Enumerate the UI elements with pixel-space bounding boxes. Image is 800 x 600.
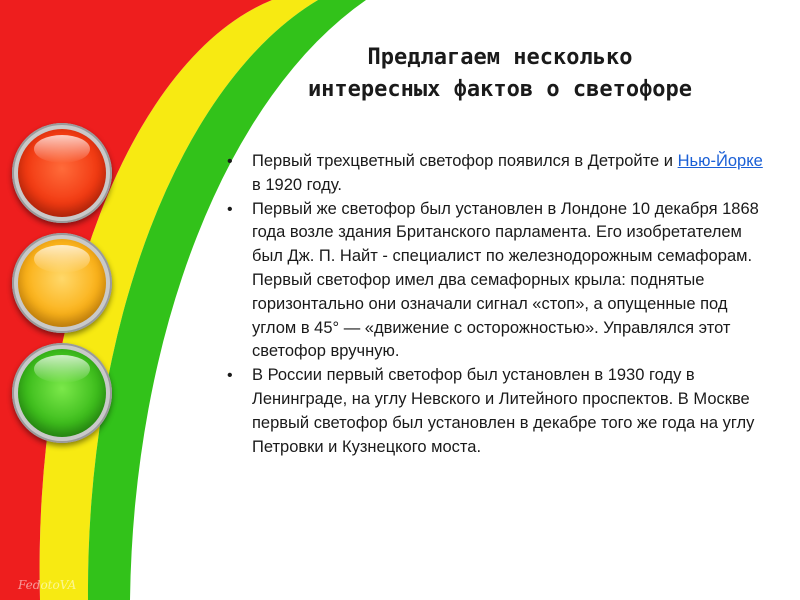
green-light-icon bbox=[12, 343, 112, 443]
slide-title bbox=[226, 42, 774, 106]
slide-title-line-2: интересных фактов о светофоре bbox=[307, 77, 693, 102]
fact-1-text-after: в 1920 году. bbox=[252, 175, 342, 194]
red-light-icon bbox=[12, 123, 112, 223]
yellow-light-icon bbox=[12, 233, 112, 333]
facts-list bbox=[227, 150, 772, 459]
fact-3-text: В России первый светофор был установлен в 1930 году в Ленинграде, на углу Невского и Литейного проспектов. В Москве первый светофор был установлен в декабре того же года на углу Петровки и Кузнецкого моста. bbox=[252, 366, 755, 456]
fact-2-text: Первый же светофор был установлен в Лондоне 10 декабря 1868 года возле здания Британского парламента. Его изобретателем был Дж. П. Найт - специалист по железнодорожным семафорам. Первый светофор имел два семафорных крыла: поднятые горизонтально они означали сигнал «стоп», а опущенные под углом в 45° — «движение с осторожностью». Управлялся этот светофор вручную. bbox=[252, 199, 759, 361]
fact-item bbox=[227, 364, 772, 459]
fact-item bbox=[227, 150, 772, 198]
fact-1-text-before: Первый трехцветный светофор появился в Детройте и bbox=[252, 152, 678, 170]
new-york-link[interactable]: Нью-Йорке bbox=[677, 152, 763, 170]
fact-item bbox=[227, 198, 772, 365]
author-watermark: FedotoVA bbox=[18, 578, 77, 592]
slide-title-line-1: Предлагаем несколько bbox=[367, 45, 633, 70]
